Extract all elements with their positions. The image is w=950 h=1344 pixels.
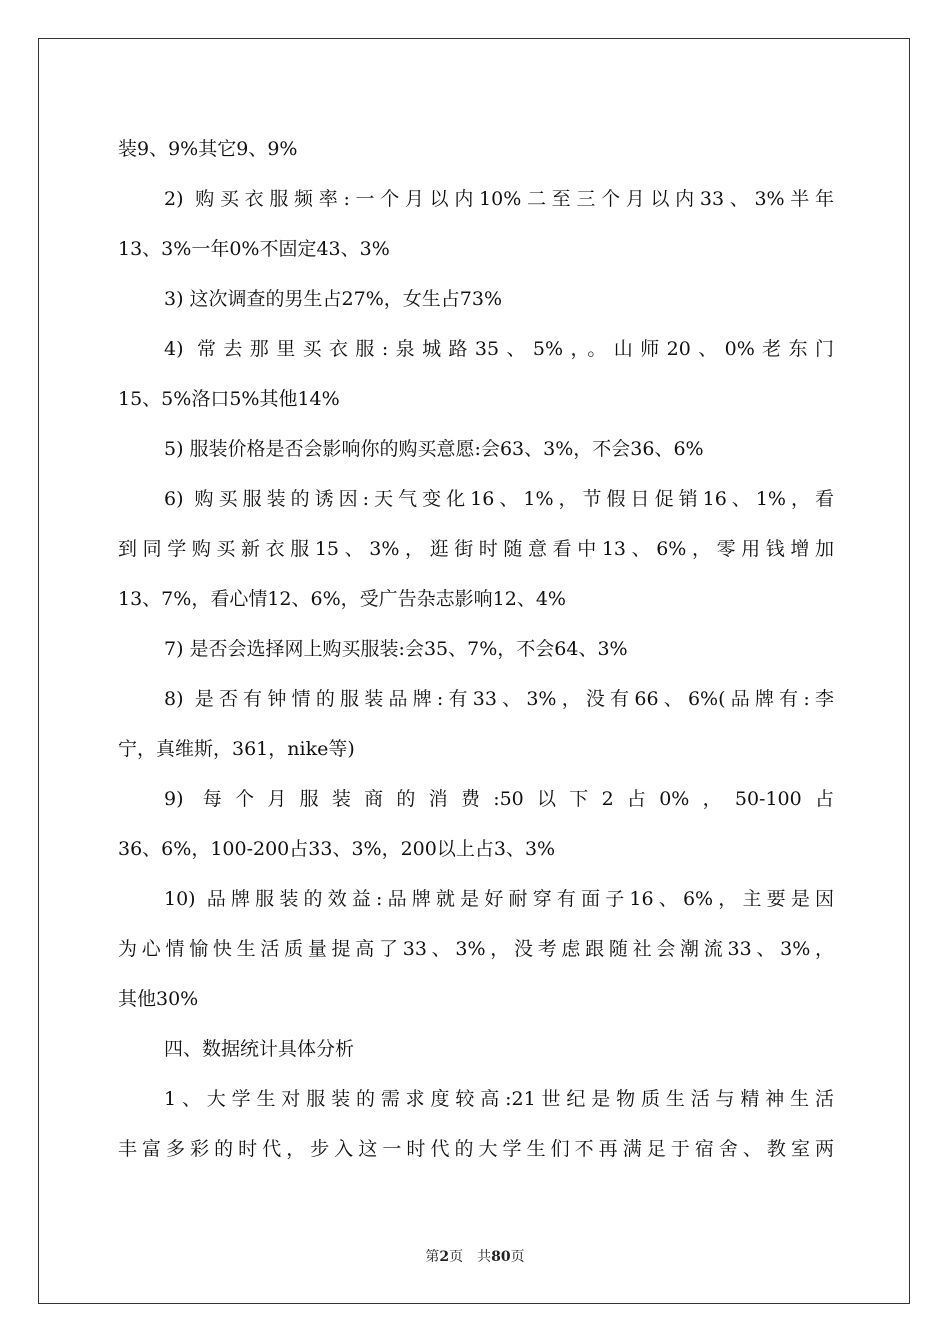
text-line: 宁，真维斯，361，nike等) — [118, 738, 355, 760]
text-line: 8) 是否有钟情的服装品牌:有33、3%，没有66、6%(品牌有:李 — [164, 688, 834, 710]
text-line: 15、5%洛口5%其他14% — [118, 388, 340, 410]
text-line: 13、3%一年0%不固定43、3% — [118, 238, 390, 260]
text-line: 7) 是否会选择网上购买服装:会35、7%，不会64、3% — [164, 638, 628, 660]
text-line: 丰富多彩的时代，步入这一时代的大学生们不再满足于宿舍、教室两 — [118, 1138, 834, 1160]
text-line: 1、大学生对服装的需求度较高:21世纪是物质生活与精神生活 — [164, 1088, 834, 1110]
footer-suffix: 页 — [510, 1249, 525, 1265]
current-page-number: 2 — [439, 1249, 450, 1265]
footer-middle: 页 共 — [449, 1249, 492, 1265]
text-line: 其他30% — [118, 988, 199, 1010]
text-line: 10) 品牌服装的效益:品牌就是好耐穿有面子16、6%，主要是因 — [164, 888, 834, 910]
text-line: 5) 服装价格是否会影响你的购买意愿:会63、3%，不会36、6% — [164, 438, 704, 460]
text-line: 4) 常去那里买衣服:泉城路35、5%，。山师20、0%老东门 — [164, 338, 834, 360]
text-line: 3) 这次调查的男生占27%，女生占73% — [164, 288, 503, 310]
text-line: 36、6%，100-200占33、3%，200以上占3、3% — [118, 838, 556, 860]
page-footer — [0, 1246, 950, 1266]
text-line: 13、7%，看心情12、6%，受广告杂志影响12、4% — [118, 588, 566, 610]
text-line: 9) 每个月服装商的消费:50以下2占0%，50-100占 — [164, 788, 834, 810]
text-line: 到同学购买新衣服15、3%，逛街时随意看中13、6%，零用钱增加 — [118, 538, 834, 560]
text-line: 6) 购买服装的诱因:天气变化16、1%，节假日促销16、1%，看 — [164, 488, 834, 510]
total-page-number: 80 — [491, 1249, 511, 1265]
text-line: 为心情愉快生活质量提高了33、3%，没考虑跟随社会潮流33、3%， — [118, 938, 834, 960]
text-line: 装9、9%其它9、9% — [118, 138, 298, 160]
text-line: 2) 购买衣服频率:一个月以内10%二至三个月以内33、3%半年 — [164, 188, 834, 210]
document-body — [118, 124, 834, 1174]
footer-prefix: 第 — [425, 1249, 440, 1265]
section-heading: 四、数据统计具体分析 — [164, 1038, 355, 1060]
